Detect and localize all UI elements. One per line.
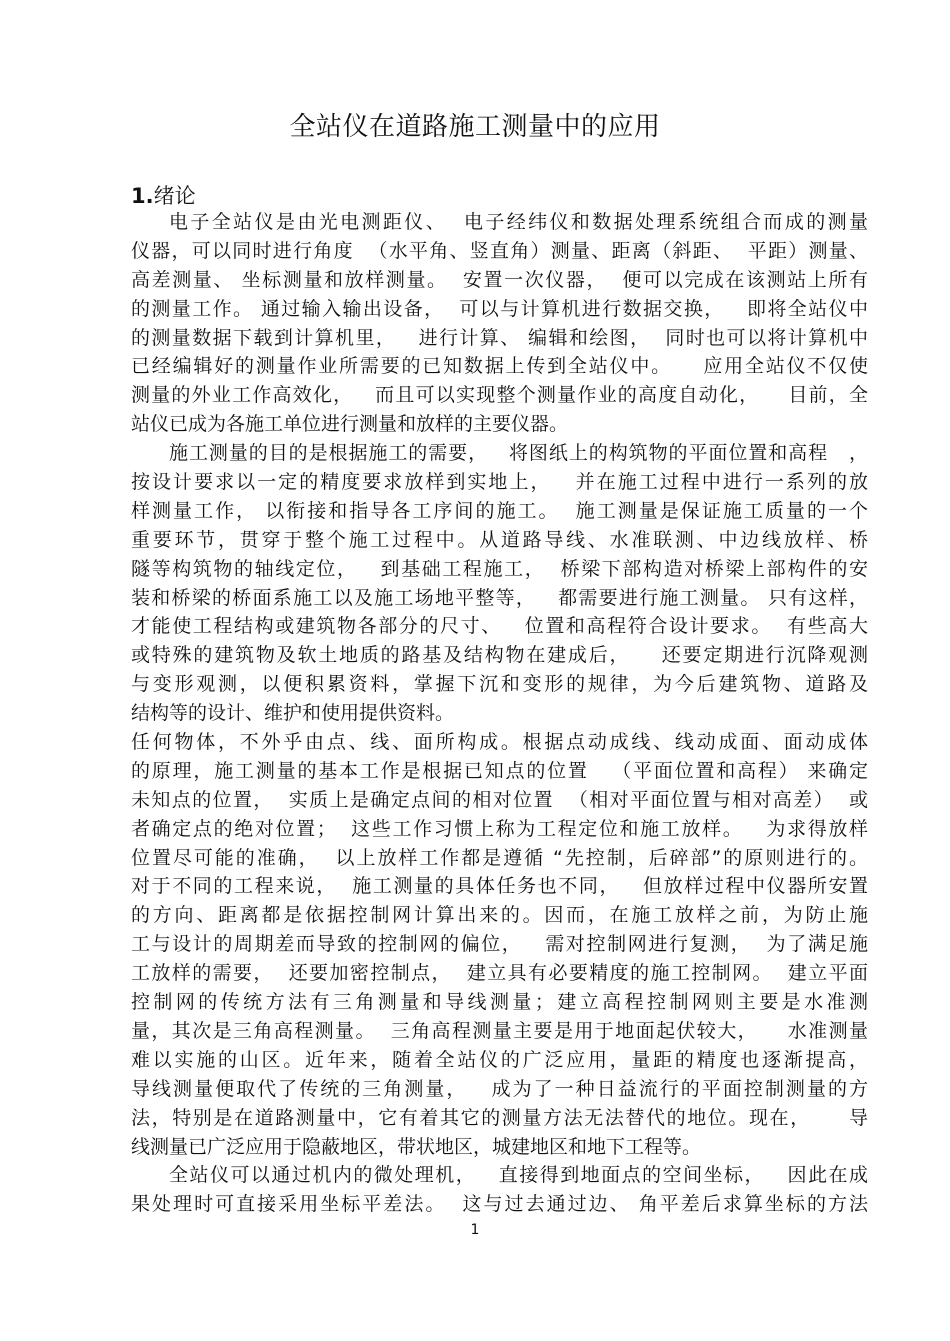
document-title: 全站仪在道路施工测量中的应用 (289, 112, 661, 142)
section-title: 绪论 (153, 184, 196, 208)
body-line: 站仪已成为各施工单位进行测量和放样的主要仪器。 (131, 413, 569, 436)
body-line: 工与设计的周期差而导致的控制网的偏位， 需对控制网进行复测， 为了满足施 (131, 933, 868, 956)
body-line: 难以实施的山区。近年来，随着全站仪的广泛应用，量距的精度也逐渐提高， (131, 1048, 868, 1071)
body-line: 的测量工作。 通过输入输出设备， 可以与计算机进行数据交换， 即将全站仪中 (131, 297, 868, 320)
body-line: 样测量工作， 以衔接和指导各工序间的施工。 施工测量是保证施工质量的一个 (131, 499, 868, 522)
page-number: 1 (470, 1222, 480, 1238)
body-line: 对于不同的工程来说， 施工测量的具体任务也不同， 但放样过程中仪器所安置 (131, 875, 868, 898)
body-line: 导线测量便取代了传统的三角测量， 成为了一种日益流行的平面控制测量的方 (131, 1077, 868, 1100)
body-line: 已经编辑好的测量作业所需要的已知数据上传到全站仪中。 应用全站仪不仅使 (131, 355, 868, 378)
section-heading (131, 180, 196, 210)
body-line: 线测量已广泛应用于隐蔽地区，带状地区，城建地区和地下工程等。 (131, 1135, 702, 1158)
body-line: 装和桥梁的桥面系施工以及施工场地平整等， 都需要进行施工测量。 只有这样， (131, 586, 868, 609)
body-line: 测量的外业工作高效化， 而且可以实现整个测量作业的高度自动化， 目前，全 (131, 384, 868, 407)
body-line: 未知点的位置， 实质上是确定点间的相对位置 （相对平面位置与相对高差） 或 (131, 788, 868, 811)
body-line: 的原理，施工测量的基本工作是根据已知点的位置 （平面位置和高程） 来确定 (131, 759, 868, 782)
body-line: 按设计要求以一定的精度要求放样到实地上， 并在施工过程中进行一系列的放 (131, 471, 868, 494)
body-line: 隧等构筑物的轴线定位， 到基础工程施工， 桥梁下部构造对桥梁上部构件的安 (131, 557, 868, 580)
body-line: 或特殊的建筑物及软土地质的路基及结构物在建成后， 还要定期进行沉降观测 (131, 644, 868, 667)
body-line: 位置尽可能的准确， 以上放样工作都是遵循 “先控制，后碎部”的原则进行的。 (131, 846, 868, 869)
body-line: 果处理时可直接采用坐标平差法。 这与过去通过边、 角平差后求算坐标的方法 (131, 1193, 868, 1216)
body-line: 的测量数据下载到计算机里， 进行计算、 编辑和绘图， 同时也可以将计算机中 (131, 326, 868, 349)
body-line: 控制网的传统方法有三角测量和导线测量；建立高程控制网则主要是水准测 (131, 991, 868, 1014)
body-line: 结构等的设计、维护和使用提供资料。 (131, 702, 455, 725)
body-line: 者确定点的绝对位置； 这些工作习惯上称为工程定位和施工放样。 为求得放样 (131, 817, 868, 840)
body-line: 量，其次是三角高程测量。 三角高程测量主要是用于地面起伏较大， 水准测量 (131, 1019, 868, 1042)
body-line: 工放样的需要， 还要加密控制点， 建立具有必要精度的施工控制网。 建立平面 (131, 962, 868, 985)
section-number: 1. (131, 184, 154, 208)
body-line: 全站仪可以通过机内的微处理机， 直接得到地面点的空间坐标， 因此在成 (169, 1164, 868, 1187)
body-line: 与变形观测，以便积累资料，掌握下沉和变形的规律，为今后建筑物、道路及 (131, 673, 868, 696)
body-line: 任何物体，不外乎由点、线、面所构成。根据点动成线、线动成面、面动成体 (131, 731, 868, 754)
body-line: 高差测量、 坐标测量和放样测量。 安置一次仪器， 便可以完成在该测站上所有 (131, 268, 868, 291)
body-line: 施工测量的目的是根据施工的需要， 将图纸上的构筑物的平面位置和高程 ， (169, 442, 868, 465)
body-line: 的方向、距离都是依据控制网计算出来的。因而，在施工放样之前，为防止施 (131, 904, 868, 927)
body-line: 法，特别是在道路测量中，它有着其它的测量方法无法替代的地位。现在， 导 (131, 1106, 868, 1129)
body-line: 仪器，可以同时进行角度 （水平角、竖直角）测量、距离（斜距、 平距）测量、 (131, 239, 868, 262)
body-line: 重要环节，贯穿于整个施工过程中。从道路导线、水准联测、中边线放样、桥 (131, 528, 868, 551)
body-line: 电子全站仪是由光电测距仪、 电子经纬仪和数据处理系统组合而成的测量 (169, 211, 868, 233)
body-line: 才能使工程结构或建筑物各部分的尺寸、 位置和高程符合设计要求。 有些高大 (131, 615, 868, 638)
body-text (131, 208, 868, 1219)
